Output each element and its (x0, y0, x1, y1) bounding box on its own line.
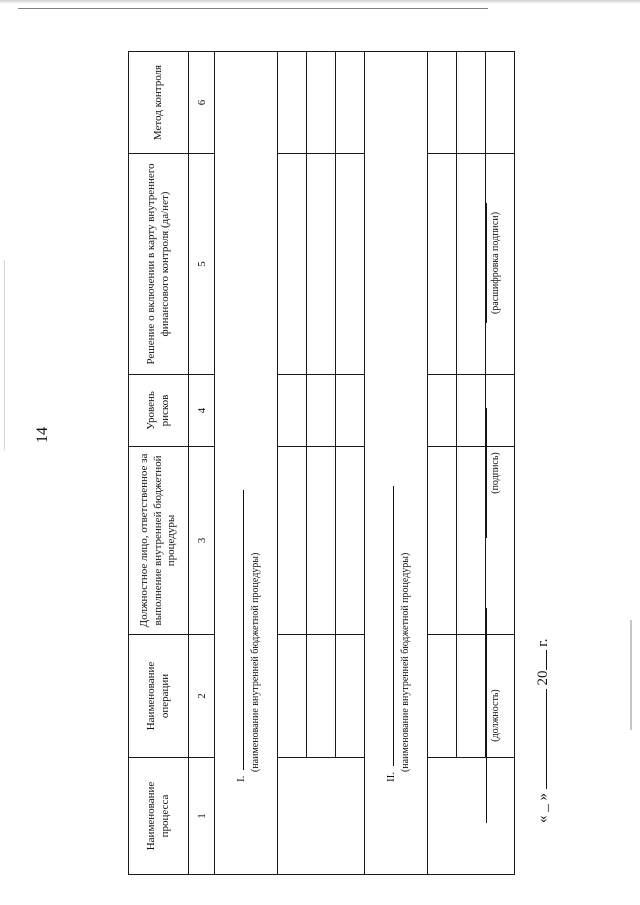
signature-line (486, 408, 487, 538)
table-cell (428, 447, 457, 635)
table-cell (307, 52, 336, 154)
date-year-blank (532, 651, 547, 671)
table-cell (457, 635, 486, 758)
position-line (486, 608, 487, 823)
decryption-caption: (расшифровка подписи) (490, 211, 501, 315)
column-number: 5 (189, 154, 215, 375)
internal-control-table (128, 51, 515, 875)
table-row (278, 52, 307, 875)
column-number: 1 (189, 758, 215, 875)
date-line (532, 639, 552, 823)
table-cell (428, 635, 457, 758)
table-cell (428, 52, 457, 154)
table-cell (307, 635, 336, 758)
decryption-line (486, 203, 487, 323)
section-caption: (наименование внутренней бюджетной процедуры) (400, 552, 411, 772)
column-number: 2 (189, 635, 215, 758)
table-cell (278, 758, 365, 875)
date-day-blank: _ (535, 804, 551, 812)
date-close-quote: » (535, 793, 551, 801)
table-cell (428, 375, 457, 447)
table-cell (336, 375, 365, 447)
column-header-operation: Наименование операции (129, 635, 189, 758)
section-caption: (наименование внутренней бюджетной процедуры) (250, 552, 261, 772)
table-cell (457, 52, 486, 154)
table-cell (457, 375, 486, 447)
section-numeral: II. (385, 771, 397, 782)
column-header-risk-level: Уровень рисков (129, 375, 189, 447)
table-cell (336, 635, 365, 758)
date-year-prefix: 20 (535, 670, 551, 686)
column-header-responsible: Должностное лицо, ответственное за выполнение внутренней бюджетной процедуры (129, 447, 189, 635)
column-number: 6 (189, 52, 215, 154)
table-cell (336, 154, 365, 375)
table-header-row (129, 52, 189, 875)
table-cell (278, 635, 307, 758)
column-header-control-method: Метод контроля (129, 52, 189, 154)
table-row (457, 52, 486, 875)
section-cell (365, 52, 428, 875)
date-month-blank (532, 689, 547, 789)
signature-block (486, 63, 526, 823)
column-number: 4 (189, 375, 215, 447)
table-row (428, 52, 457, 875)
table-cell (278, 375, 307, 447)
table-cell (336, 447, 365, 635)
table-row (336, 52, 365, 875)
table-cell (457, 154, 486, 375)
date-open-quote: « (535, 815, 551, 823)
table-cell (278, 447, 307, 635)
column-header-process: Наименование процесса (129, 758, 189, 875)
column-number: 3 (189, 447, 215, 635)
page-number: 14 (34, 427, 51, 443)
table-cell (307, 154, 336, 375)
section-name-blank (231, 490, 244, 770)
section-row (365, 52, 428, 875)
table-cell (278, 52, 307, 154)
section-cell (215, 52, 278, 875)
column-header-decision: Решение о включении в карту внутреннего финансового контроля (да/нет) (129, 154, 189, 375)
table-cell (278, 154, 307, 375)
position-caption: (должность) (490, 689, 501, 742)
section-name-blank (381, 486, 394, 766)
table-cell (307, 447, 336, 635)
section-numeral: I. (235, 775, 247, 782)
section-row (215, 52, 278, 875)
signature-caption: (подпись) (490, 452, 501, 494)
column-number-row (189, 52, 215, 875)
table-cell (428, 154, 457, 375)
table-cell (307, 375, 336, 447)
table-cell (336, 52, 365, 154)
table-cell (457, 447, 486, 635)
date-year-suffix: г. (535, 638, 551, 647)
table-row (307, 52, 336, 875)
